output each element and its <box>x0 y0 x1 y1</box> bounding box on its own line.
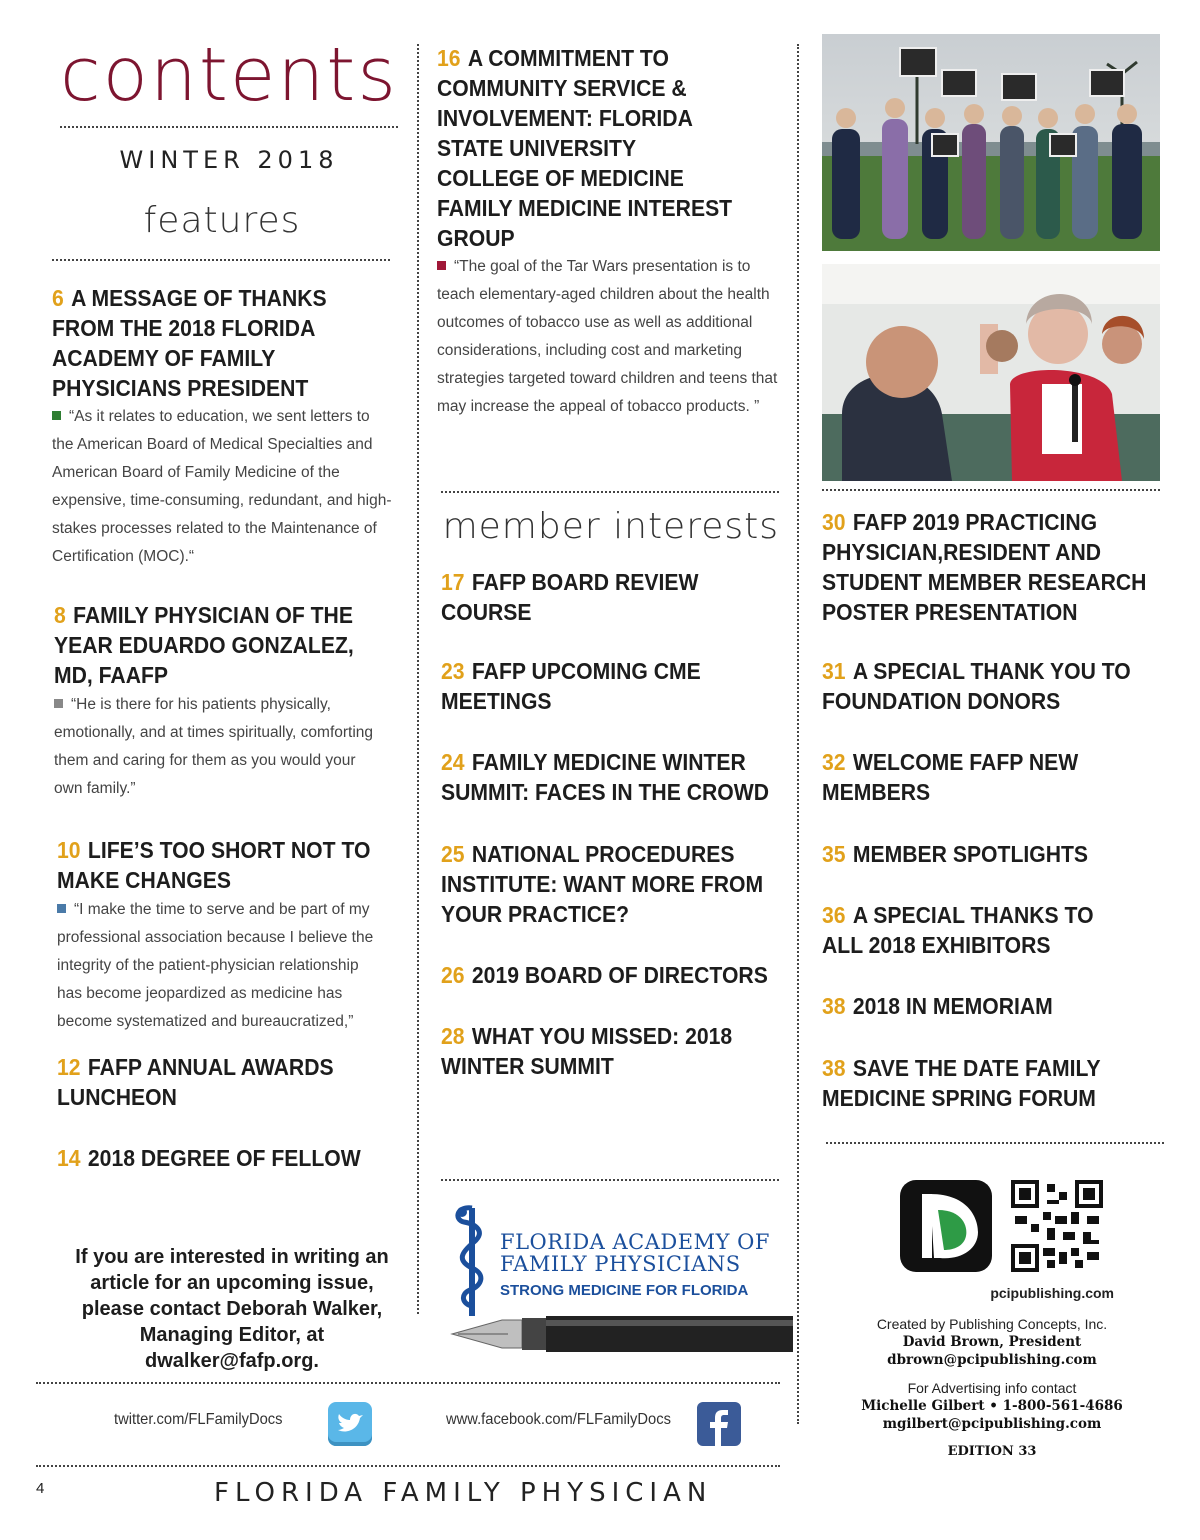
features-heading: features <box>143 200 301 241</box>
logo-line-1: FLORIDA ACADEMY OF <box>500 1230 770 1254</box>
toc-item-10[interactable]: 10 LIFE’S TOO SHORT NOT TO MAKE CHANGES <box>57 837 371 893</box>
toc-item-8[interactable]: 8 FAMILY PHYSICIAN OF THE YEAR EDUARDO GONZALEZ, MD, FAAFP <box>54 602 354 688</box>
writing-note: If you are interested in writing an article for an upcoming issue, please contact Deborah Walker, Managing Editor, at dwalker@fafp.org. <box>75 1246 389 1372</box>
toc-item-35[interactable]: 35 MEMBER SPOTLIGHTS <box>822 841 1089 867</box>
toc-item-31[interactable]: 31 A SPECIAL THANK YOU TO FOUNDATION DONORS <box>822 658 1131 714</box>
toc-quote-6: “As it relates to education, we sent letters to the American Board of Medical Specialties and American Board of Family Medicine of the expensive, time-consuming, redundant, and high-stakes processes related to the Maintenance of Certification (MOC).“ <box>52 408 392 565</box>
advertising-label: For Advertising info contact <box>907 1380 1077 1396</box>
toc-item-38-forum[interactable]: 38 SAVE THE DATE FAMILY MEDICINE SPRING FORUM <box>822 1055 1101 1111</box>
divider <box>441 1179 779 1181</box>
pci-logo-icon <box>900 1180 992 1272</box>
toc-quote-16: “The goal of the Tar Wars presentation is to teach elementary-aged children about the health outcomes of tobacco use as well as additional considerations, including cost and marketing strategies targeted toward children and teens that may increase the appeal of tobacco products. ” <box>437 258 778 415</box>
divider <box>826 1142 1164 1144</box>
magazine-name: FLORIDA FAMILY PHYSICIAN <box>214 1478 713 1508</box>
advertising-email[interactable]: mgilbert@pcipublishing.com <box>882 1416 1102 1432</box>
divider <box>822 489 1160 491</box>
toc-item-17[interactable]: 17 FAFP BOARD REVIEW COURSE <box>441 569 699 625</box>
divider <box>60 126 398 128</box>
fountain-pen-icon <box>448 1306 793 1356</box>
facebook-link[interactable]: www.facebook.com/FLFamilyDocs <box>446 1411 671 1428</box>
toc-item-36[interactable]: 36 A SPECIAL THANKS TO ALL 2018 EXHIBITORS <box>822 902 1094 958</box>
publisher-president-email[interactable]: dbrown@pcipublishing.com <box>887 1352 1097 1368</box>
ceremony-photo <box>822 264 1160 481</box>
bullet-square <box>437 261 446 270</box>
fafp-logo <box>448 1196 793 1356</box>
column-divider <box>417 44 419 1314</box>
page-number: 4 <box>36 1480 45 1497</box>
toc-item-28[interactable]: 28 WHAT YOU MISSED: 2018 WINTER SUMMIT <box>441 1023 733 1079</box>
bullet-square <box>54 699 63 708</box>
twitter-link[interactable]: twitter.com/FLFamilyDocs <box>114 1411 283 1428</box>
twitter-icon[interactable] <box>328 1402 372 1446</box>
toc-item-23[interactable]: 23 FAFP UPCOMING CME MEETINGS <box>441 658 701 714</box>
issue-label: WINTER 2018 <box>119 146 339 174</box>
bullet-square <box>52 411 61 420</box>
toc-quote-10: “I make the time to serve and be part of my professional association because I believe the integrity of the patient-physician relationship has become jeopardized as medicine has become systematized and bureaucratized,” <box>57 901 374 1030</box>
logo-line-2: FAMILY PHYSICIANS <box>500 1252 741 1276</box>
logo-tagline: STRONG MEDICINE FOR FLORIDA <box>500 1282 749 1299</box>
toc-item-6[interactable]: 6 A MESSAGE OF THANKS FROM THE 2018 FLORIDA ACADEMY OF FAMILY PHYSICIANS PRESIDENT <box>52 285 327 401</box>
toc-item-38-memoriam[interactable]: 38 2018 IN MEMORIAM <box>822 993 1053 1019</box>
toc-item-14[interactable]: 14 2018 DEGREE OF FELLOW <box>57 1145 361 1171</box>
toc-item-32[interactable]: 32 WELCOME FAFP NEW MEMBERS <box>822 749 1079 805</box>
divider <box>36 1382 780 1384</box>
publisher-url[interactable]: pcipublishing.com <box>990 1285 1114 1301</box>
toc-item-16[interactable]: 16 A COMMITMENT TO COMMUNITY SERVICE & INVOLVEMENT: FLORIDA STATE UNIVERSITY COLLEGE OF MEDICINE FAMILY MEDICINE INTEREST GROUP <box>437 45 733 251</box>
member-interests-heading: member interests <box>442 506 779 547</box>
toc-item-30[interactable]: 30 FAFP 2019 PRACTICING PHYSICIAN,RESIDENT AND STUDENT MEMBER RESEARCH POSTER PRESENTATION <box>822 509 1147 625</box>
created-by: Created by Publishing Concepts, Inc. <box>876 1316 1108 1332</box>
toc-quote-8: “He is there for his patients physically, emotionally, and at times spiritually, comforting them and caring for them as you would your own family.” <box>54 696 374 797</box>
caduceus-icon <box>450 1202 494 1320</box>
column-divider <box>797 44 799 1424</box>
divider <box>52 259 390 261</box>
edition-label: EDITION 33 <box>947 1444 1037 1459</box>
divider <box>441 491 779 493</box>
publisher-president: David Brown, President <box>902 1334 1082 1350</box>
toc-item-26[interactable]: 26 2019 BOARD OF DIRECTORS <box>441 962 768 988</box>
qr-code-icon <box>1011 1180 1103 1272</box>
bullet-square <box>57 904 66 913</box>
toc-item-25[interactable]: 25 NATIONAL PROCEDURES INSTITUTE: WANT MORE FROM YOUR PRACTICE? <box>441 841 764 927</box>
toc-item-12[interactable]: 12 FAFP ANNUAL AWARDS LUNCHEON <box>57 1054 334 1110</box>
advertising-contact: Michelle Gilbert • 1-800-561-4686 <box>861 1398 1123 1414</box>
contents-title: contents <box>60 32 398 118</box>
facebook-icon[interactable] <box>697 1402 741 1446</box>
group-photo <box>822 34 1160 251</box>
divider <box>36 1465 780 1467</box>
toc-item-24[interactable]: 24 FAMILY MEDICINE WINTER SUMMIT: FACES IN THE CROWD <box>441 749 769 805</box>
